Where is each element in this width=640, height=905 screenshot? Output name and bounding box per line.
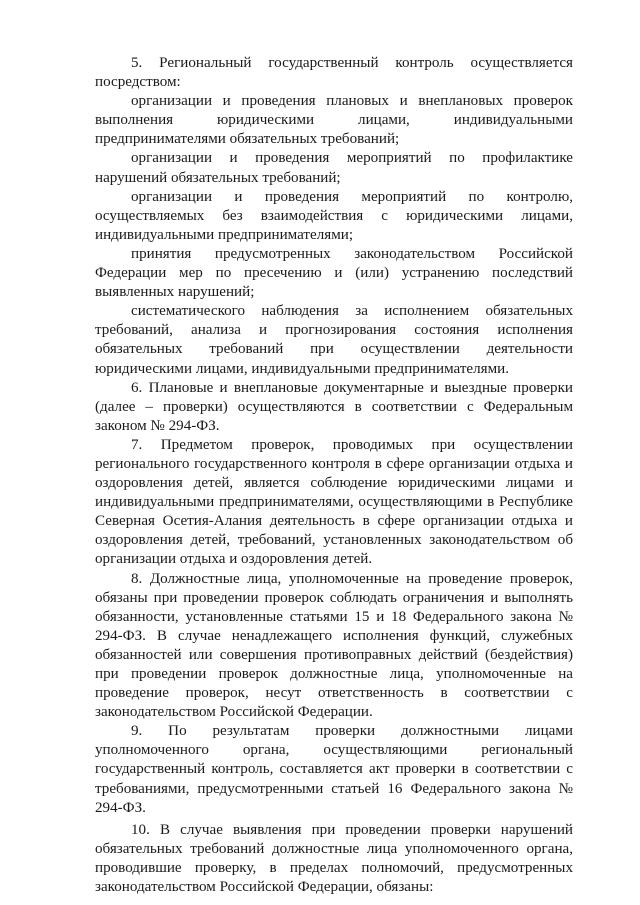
paragraph-5-item-3: организации и проведения мероприятий по контролю, осуществляемых без взаимодействия с юридическими лицами, индивидуальными предпринимателями; bbox=[95, 188, 573, 243]
paragraph-5-item-1: организации и проведения плановых и внеплановых проверок выполнения юридическими лицами, индивидуальными предпринимателями обязательных требований; bbox=[95, 93, 573, 148]
document-body bbox=[95, 54, 573, 897]
paragraph-5: 5. Региональный государственный контроль осуществляется посредством: bbox=[95, 55, 573, 91]
paragraph-5-item-2: организации и проведения мероприятий по профилактике нарушений обязательных требований; bbox=[95, 150, 573, 186]
paragraph-5-item-5: систематического наблюдения за исполнением обязательных требований, анализа и прогнозирования состояния исполнения обязательных требований при осуществлении деятельности юридическими лицами, индивидуальными предпринимателями. bbox=[95, 303, 573, 377]
paragraph-5-item-4: принятия предусмотренных законодательством Российской Федерации мер по пресечению и (или) устранению последствий выявленных нарушений; bbox=[95, 245, 573, 301]
paragraph-9: 9. По результатам проверки должностными лицами уполномоченного органа, осуществляющими региональный государственный контроль, составляется акт проверки в соответствии с требованиями, предусмотренными статьей 16 Федерального закона № 294-ФЗ. bbox=[95, 723, 573, 816]
paragraph-7: 7. Предметом проверок, проводимых при осуществлении регионального государственного контроля в сфере организации отдыха и оздоровления детей, является соблюдение юридическими лицами и индивидуальными предпринимателями, осуществляющими в Республике Северная Осетия-Алания деятельность в сфере организации отдыха и оздоровления детей, требований, установленных законодательством об организации отдыха и оздоровления детей. bbox=[95, 436, 573, 568]
paragraph-6: 6. Плановые и внеплановые документарные и выездные проверки (далее – проверки) осуществляются в соответствии с Федеральным законом № 294-ФЗ. bbox=[95, 379, 573, 434]
paragraph-8: 8. Должностные лица, уполномоченные на проведение проверок, обязаны при проведении проверок соблюдать ограничения и выполнять обязанности, установленные статьями 15 и 18 Федерального закона № 294-ФЗ. В случае ненадлежащего исполнения функций, служебных обязанностей или совершения противоправных действий (бездействия) при проведении проверок должностные лица, уполномоченные на проведение проверок, несут ответственность в соответствии с законодательством Российской Федерации. bbox=[95, 570, 573, 721]
paragraph-10: 10. В случае выявления при проведении проверки нарушений обязательных требований должностные лица уполномоченного органа, проводившие проверку, в пределах полномочий, предусмотренных законодательством Российской Федерации, обязаны: bbox=[95, 821, 573, 896]
